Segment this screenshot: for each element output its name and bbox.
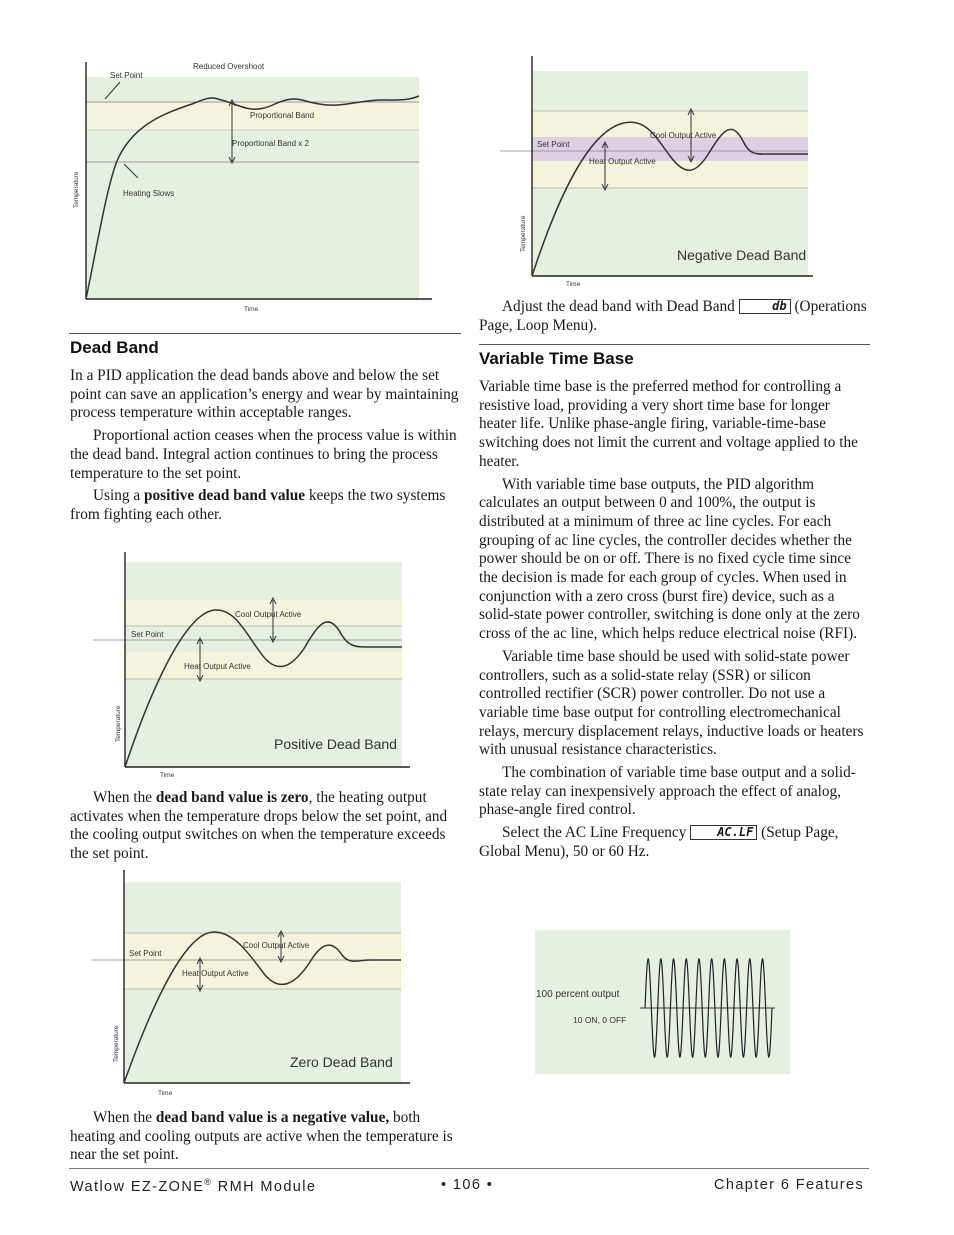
neg-heat-output-label: Heat Output Active <box>589 157 656 166</box>
footer-rule <box>69 1168 869 1169</box>
neg-y-axis-label: Temperature <box>520 215 527 252</box>
neg-cool-output-label: Cool Output Active <box>650 131 717 140</box>
vtb-p1: Variable time base is the preferred method for controlling a resistive load, providing a very short time base for longer heater life. Unlike phase-angle firing, variable-time-base switching does not limit the current and voltage applied to the heater. <box>479 378 858 470</box>
pos-y-axis-label: Temperature <box>115 705 122 742</box>
zero-set-point-label: Set Point <box>129 949 162 958</box>
vtb-p4: The combination of variable time base output and a solid-state relay can inexpensively approach the effect of analog, phase-angle fired control. <box>479 764 856 819</box>
dead-band-p2: Proportional action ceases when the process value is within the dead band. Integral action continues to bring the process temperature to the set point. <box>70 427 457 482</box>
chart1-prop-band-x2-label: Proportional Band x 2 <box>232 139 309 148</box>
dead-band-rule <box>69 333 461 334</box>
chart1-x-axis-label: Time <box>244 306 259 313</box>
zero-y-axis-label: Temperature <box>113 1025 120 1062</box>
pos-heat-output-label: Heat Output Active <box>184 662 251 671</box>
positive-dead-band-chart <box>90 552 410 782</box>
pos-x-axis-label: Time <box>160 772 175 779</box>
vtb-p2: With variable time base outputs, the PID algorithm calculates an output between 0 and 100%, the output is distributed at a minimum of three ac line cycles. For each grouping of ac line cycles, the controller decides whether the power should be on or off. There is no fixed cycle time since the decision is made for each group of cycles. When used in conjunction with a zero cross (burst fire) device, such as a solid-state power controller, switching is done only at the zero cross of the ac line, which helps reduce electrical noise (RFI). <box>479 475 860 643</box>
neg-set-point-label: Set Point <box>537 140 570 149</box>
neg-x-axis-label: Time <box>566 281 581 288</box>
vtb-body <box>479 378 869 862</box>
variable-time-base-chart <box>535 930 791 1075</box>
negative-dead-band-chart <box>495 56 825 292</box>
dead-band-lcd-code: db <box>739 299 791 314</box>
dead-band-p1: In a PID application the dead bands above and below the set point can save an application’s energy and wear by maintaining process temperature within acceptable ranges. <box>70 367 459 422</box>
dead-band-zero-text: When the dead band value is zero, the heating output activates when the temperature drops below the set point, and the cooling output switches on when the temperature exceeds the set point. <box>70 789 448 863</box>
vtb-heading: Variable Time Base <box>479 349 634 368</box>
zero-dead-band-chart <box>90 870 410 1102</box>
pos-set-point-label: Set Point <box>131 630 164 639</box>
neg-chart-title: Negative Dead Band <box>677 247 807 263</box>
vtb-p5: Select the AC Line Frequency AC.LF (Setup Page, Global Menu), 50 or 60 Hz. <box>479 824 839 860</box>
footer-chapter: Chapter 6 Features <box>714 1177 865 1193</box>
chart1-y-axis-label: Temperature <box>73 171 80 208</box>
footer-module-name: Watlow EZ-ZONE® RMH Module <box>70 1177 317 1195</box>
chart1-overshoot-label: Reduced Overshoot <box>193 62 265 71</box>
chart1-heating-slows-label: Heating Slows <box>123 189 175 198</box>
ac-line-frequency-lcd-code: AC.LF <box>690 825 757 840</box>
footer-page-number: • 106 • <box>441 1177 494 1193</box>
zero-cool-output-label: Cool Output Active <box>243 941 310 950</box>
zero-heat-output-label: Heat Output Active <box>182 969 249 978</box>
vtb-p3: Variable time base should be used with solid-state power controllers, such as a solid-state relay (SSR) or silicon controlled rectifier (SCR) power controller. Do not use a variable time base output for controlling electromechanical relays, mercury displacement relays, inductive loads or heaters with unusual resistance characteristics. <box>479 647 864 759</box>
vtb-output-label: 100 percent output <box>536 989 620 1000</box>
dead-band-heading: Dead Band <box>70 338 159 357</box>
pos-cool-output-label: Cool Output Active <box>235 610 302 619</box>
dead-band-p3: Using a positive dead band value keeps the two systems from fighting each other. <box>70 487 446 523</box>
adjust-dead-band-text: Adjust the dead band with Dead Band db (Operations Page, Loop Menu). <box>479 298 867 334</box>
zero-x-axis-label: Time <box>158 1090 173 1097</box>
dead-band-intro <box>70 367 462 525</box>
pos-chart-title: Positive Dead Band <box>274 736 397 752</box>
chart1-prop-band-label: Proportional Band <box>250 111 315 120</box>
vtb-on-off-label: 10 ON, 0 OFF <box>573 1015 627 1025</box>
vtb-rule <box>479 344 870 345</box>
chart1-set-point-label: Set Point <box>110 71 143 80</box>
dead-band-negative-text: When the dead band value is a negative value, both heating and cooling outputs are active when the temperature is near the set point. <box>70 1109 453 1164</box>
pid-overshoot-chart <box>62 56 447 318</box>
zero-chart-title: Zero Dead Band <box>290 1054 393 1070</box>
